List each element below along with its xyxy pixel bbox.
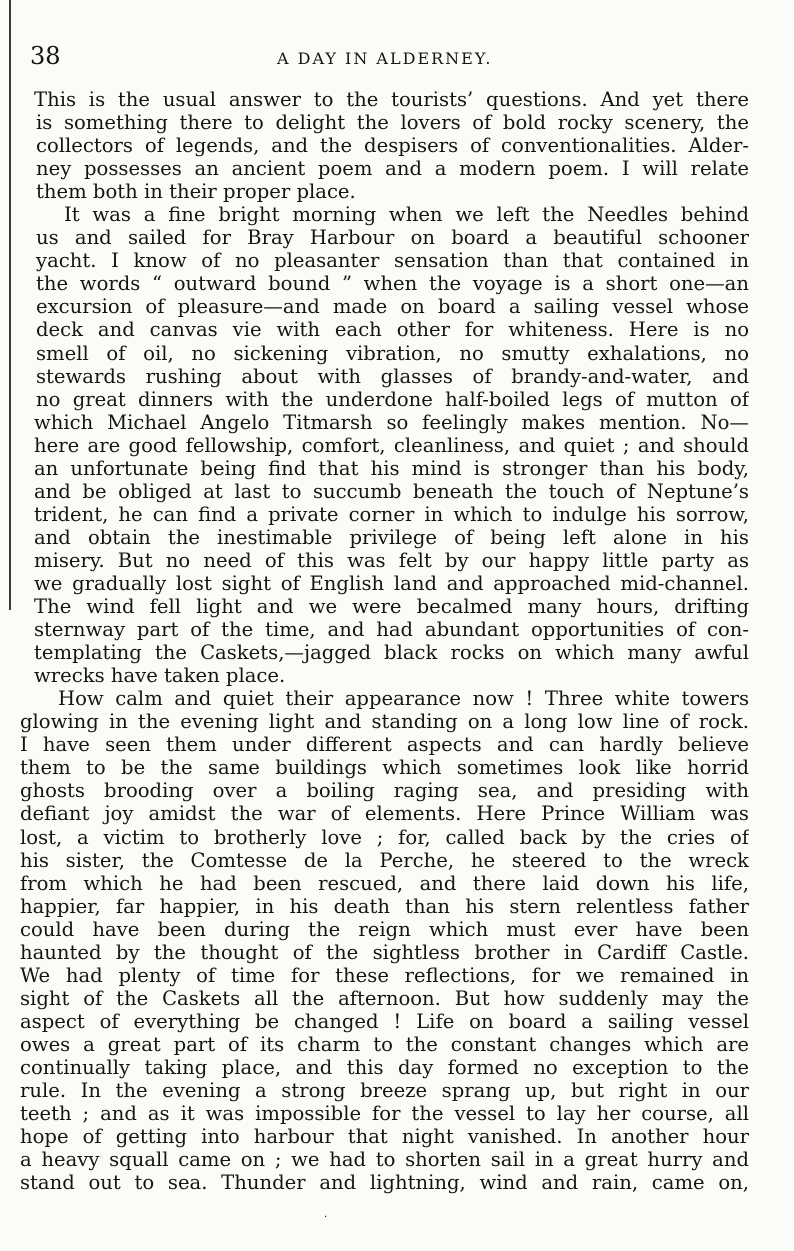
page-header [22,42,752,72]
text-line: glowing in the evening light and standing on a long low line of rock. [20,710,749,734]
text-line: defiant joy amidst the war of elements. Here Prince William was [20,802,749,826]
page-number: 38 [30,42,61,70]
text-line: happier, far happier, in his death than his stern relentless father [20,894,749,918]
text-line: stand out to sea. Thunder and lightning, wind and rain, came on, [20,1171,749,1195]
text-line: How calm and quiet their appearance now ! Three white towers [58,687,749,711]
text-line: hope of getting into harbour that night vanished. In another hour [20,1125,749,1149]
text-line: yacht. I know of no pleasanter sensation than that contained in [36,249,749,273]
text-line: ney possesses an ancient poem and a modern poem. I will relate [36,157,749,181]
text-line: them to be the same buildings which sometimes look like horrid [20,756,749,780]
text-line: sight of the Caskets all the afternoon. But how suddenly may the [20,986,749,1010]
text-line: trident, he can find a private corner in which to indulge his sorrow, [34,502,749,526]
text-line: rule. In the evening a strong breeze sprang up, but right in our [20,1079,749,1103]
text-line: from which he had been rescued, and there laid down his life, [20,871,749,895]
text-line: templating the Caskets,—jagged black rocks on which many awful [34,641,749,665]
text-line: which Michael Angelo Titmarsh so feelingly makes mention. No— [34,410,749,434]
text-line: We had plenty of time for these reflections, for we remained in [20,963,749,987]
text-line: stewards rushing about with glasses of brandy-and-water, and [36,364,749,388]
text-line: This is the usual answer to the tourists’ questions. And yet there [34,88,749,111]
body-text [16,88,749,1194]
text-line: ghosts brooding over a boiling raging sea, and presiding with [20,779,749,803]
text-line: a heavy squall came on ; we had to shorten sail in a great hurry and [20,1148,749,1172]
text-line: his sister, the Comtesse de la Perche, he steered to the wreck [20,848,749,872]
text-line: deck and canvas vie with each other for whiteness. Here is no [36,318,749,342]
text-line: the words “ outward bound ” when the voyage is a short one—an [36,272,749,296]
text-line: It was a fine bright morning when we left the Needles behind [64,203,749,227]
text-line: and obtain the inestimable privilege of being left alone in his [34,525,749,549]
text-line: aspect of everything be changed ! Life on board a sailing vessel [20,1009,749,1033]
text-line: owes a great part of its charm to the constant changes which are [20,1032,749,1056]
text-line: collectors of legends, and the despisers of conventionalities. Alder- [36,134,749,158]
text-line: continually taking place, and this day formed no exception to the [20,1055,749,1079]
text-line: no great dinners with the underdone half-boiled legs of mutton of [36,387,749,411]
text-line: lost, a victim to brotherly love ; for, called back by the cries of [20,825,749,849]
text-line: us and sailed for Bray Harbour on board a beautiful schooner [36,226,749,250]
footer-mark: · [324,1212,328,1223]
text-line: sternway part of the time, and had abundant opportunities of con- [34,618,749,642]
text-line: excursion of pleasure—and made on board a sailing vessel whose [36,295,749,319]
text-line: we gradually lost sight of English land and approached mid-channel. [34,571,749,595]
text-line: The wind fell light and we were becalmed many hours, drifting [34,595,749,619]
text-line: is something there to delight the lovers of bold rocky scenery, the [36,111,749,135]
text-line: here are good fellowship, comfort, cleanliness, and quiet ; and should [34,433,749,457]
text-line: wrecks have taken place. [34,664,286,688]
text-line: an unfortunate being find that his mind is stronger than his body, [34,456,749,480]
text-line: them both in their proper place. [36,180,356,204]
margin-rule [9,0,11,610]
text-line: could have been during the reign which must ever have been [20,917,749,941]
text-line: haunted by the thought of the sightless brother in Cardiff Castle. [20,940,749,964]
running-title: A DAY IN ALDERNEY. [277,49,493,68]
text-line: teeth ; and as it was impossible for the vessel to lay her course, all [20,1102,749,1126]
text-line: misery. But no need of this was felt by our happy little party as [34,548,749,572]
text-line: and be obliged at last to succumb beneath the touch of Neptune’s [34,479,749,503]
text-line: I have seen them under different aspects and can hardly believe [20,733,749,757]
text-line: smell of oil, no sickening vibration, no smutty exhalations, no [36,341,749,365]
